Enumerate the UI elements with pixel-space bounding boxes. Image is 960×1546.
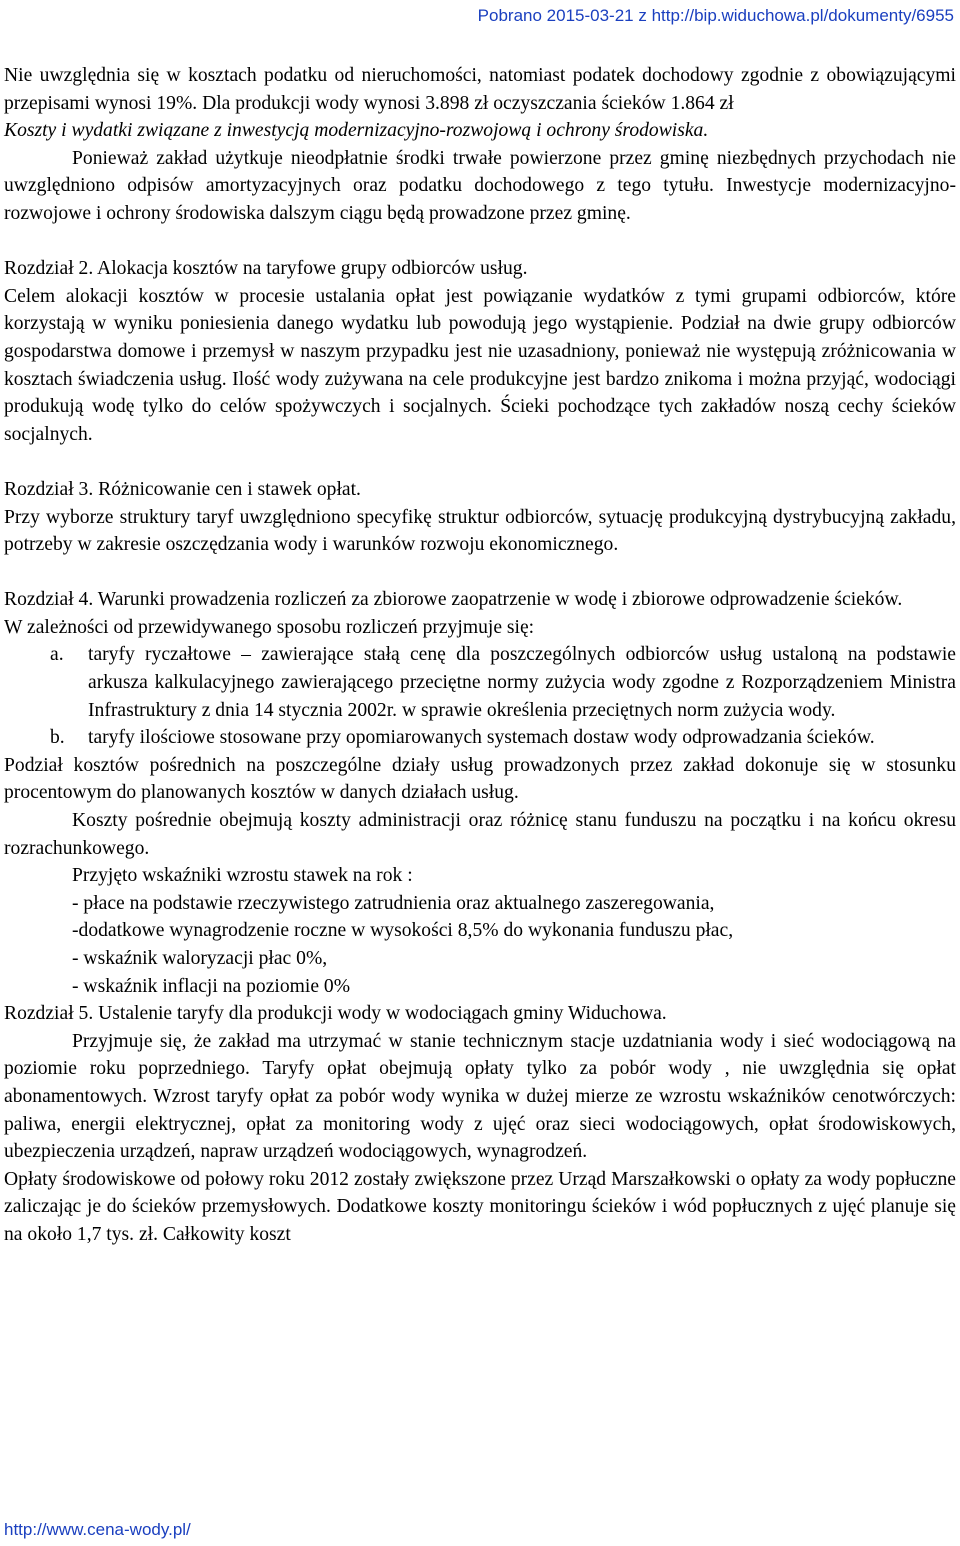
chapter-4-indirect-costs-scope: Koszty pośrednie obejmują koszty administracji oraz różnicę stanu funduszu na początku i na końcu okresu rozrachunkowego. [4, 810, 956, 859]
chapter-2-title: Rozdział 2. Alokacja kosztów na taryfowe grupy odbiorców usług. [4, 258, 528, 280]
chapter-4-intro: W zależności od przewidywanego sposobu rozliczeń przyjmuje się: [4, 616, 535, 638]
chapter-5-title: Rozdział 5. Ustalenie taryfy dla produkcji wody w wodociągach gminy Widuchowa. [4, 1003, 667, 1025]
paragraph-investment: Ponieważ zakład użytkuje nieodpłatnie środki trwałe powierzone przez gminę niezbędnych przychodach nie uwzględniono odpisów amortyzacyjnych oraz podatku dochodowego z tego tytułu. Inwestycje modernizacyjno-rozwojowe i ochrony środowiska dalszym ciągu będą prowadzone przez gminę. [4, 147, 956, 224]
document-body [4, 62, 956, 1249]
list-marker: a. [50, 644, 64, 666]
rate-item: - płace na podstawie rzeczywistego zatrudnienia oraz aktualnego zaszeregowania, [72, 892, 715, 914]
chapter-4-rate-intro: Przyjęto wskaźniki wzrostu stawek na rok : [72, 865, 413, 887]
rate-item: - wskaźnik inflacji na poziomie 0% [72, 975, 351, 997]
section-heading-investment: Koszty i wydatki związane z inwestycją modernizacyjno-rozwojową i ochrony środowiska. [4, 120, 709, 142]
list-marker: b. [50, 727, 65, 749]
list-item-text: taryfy ryczałtowe – zawierające stałą cenę dla poszczególnych odbiorców usług ustaloną na podstawie arkusza kalkulacyjnego zawierającego przeciętne normy zużycia wody zgodne z Rozporządzeniem Ministra Infrastruktury z dnia 14 stycznia 2002r. w sprawie określenia przeciętnych norm zużycia wody. [88, 644, 956, 721]
list-item-text: taryfy ilościowe stosowane przy opomiarowanych systemach dostaw wody odprowadzania ścieków. [88, 727, 875, 749]
paragraph-tax-note: Nie uwzględnia się w kosztach podatku od nieruchomości, natomiast podatek dochodowy zgodnie z obowiązującymi przepisami wynosi 19%. Dla produkcji wody wynosi 3.898 zł oczyszczania ścieków 1.864 zł [4, 65, 956, 114]
chapter-4-tariff-list [4, 641, 956, 751]
chapter-5-environmental-fees: Opłaty środowiskowe od połowy roku 2012 zostały zwiększone przez Urząd Marszałkowski o opłaty za wody popłuczne zaliczając je do ścieków przemysłowych. Dodatkowe koszty monitoringu ścieków i wód popłucznych z ujęć planuje się na około 1,7 tys. zł. Całkowity koszt [4, 1168, 956, 1245]
rate-item: -dodatkowe wynagrodzenie roczne w wysokości 8,5% do wykonania funduszu płac, [72, 920, 734, 942]
chapter-3-title: Rozdział 3. Różnicowanie cen i stawek opłat. [4, 478, 361, 500]
list-item [4, 641, 956, 724]
list-item [4, 724, 956, 752]
footer-source-link[interactable]: http://www.cena-wody.pl/ [4, 1520, 191, 1539]
chapter-3-body: Przy wyborze struktury taryf uwzględniono specyfikę struktur odbiorców, sytuację produkcyjną dystrybucyjną zakładu, potrzeby w zakresie oszczędzania wody i warunków rozwoju ekonomicznego. [4, 506, 956, 556]
download-source-note[interactable]: Pobrano 2015-03-21 z http://bip.widuchowa.pl/dokumenty/6955 [477, 6, 954, 25]
chapter-5-body: Przyjmuje się, że zakład ma utrzymać w stanie technicznym stacje uzdatniania wody i sieć wodociągową na poziomie roku poprzedniego. Taryfy opłat obejmują opłaty tylko za pobór wody , nie uwzględnia się opłat abonamentowych. Wzrost taryfy opłat za pobór wody wynika w dużej mierze ze wzrostu wskaźników cenotwórczych: paliwa, energii elektrycznej, opłat za monitoring wody z ujęć oraz sieci wodociągowych, opłat środowiskowych, ubezpieczenia urządzeń, napraw urządzeń wodociągowych, wynagrodzeń. [4, 1030, 956, 1163]
chapter-4-title: Rozdział 4. Warunki prowadzenia rozliczeń za zbiorowe zaopatrzenie w wodę i zbiorowe odprowadzenie ścieków. [4, 589, 903, 611]
chapter-2-body: Celem alokacji kosztów w procesie ustalania opłat jest powiązanie wydatków z tymi grupami odbiorców, które korzystają w wyniku poniesienia danego wydatku lub powodują jego wystąpienie. Podział na dwie grupy odbiorców gospodarstwa domowe i przemysł w naszym przypadku jest nie uzasadniony, ponieważ nie występują zróżnicowania w kosztach świadczenia usług. Ilość wody zużywana na cele produkcyjne jest bardzo znikoma i można przyjąć, wodociągi produkują wodę tylko do celów spożywczych i socjalnych. Ścieki pochodzące tych zakładów noszą cechy ścieków socjalnych. [4, 285, 956, 445]
chapter-4-indirect-costs: Podział kosztów pośrednich na poszczególne działy usług prowadzonych przez zakład dokonuje się w stosunku procentowym do planowanych kosztów w danych działach usług. [4, 754, 956, 804]
rate-item: - wskaźnik waloryzacji płac 0%, [72, 948, 328, 969]
